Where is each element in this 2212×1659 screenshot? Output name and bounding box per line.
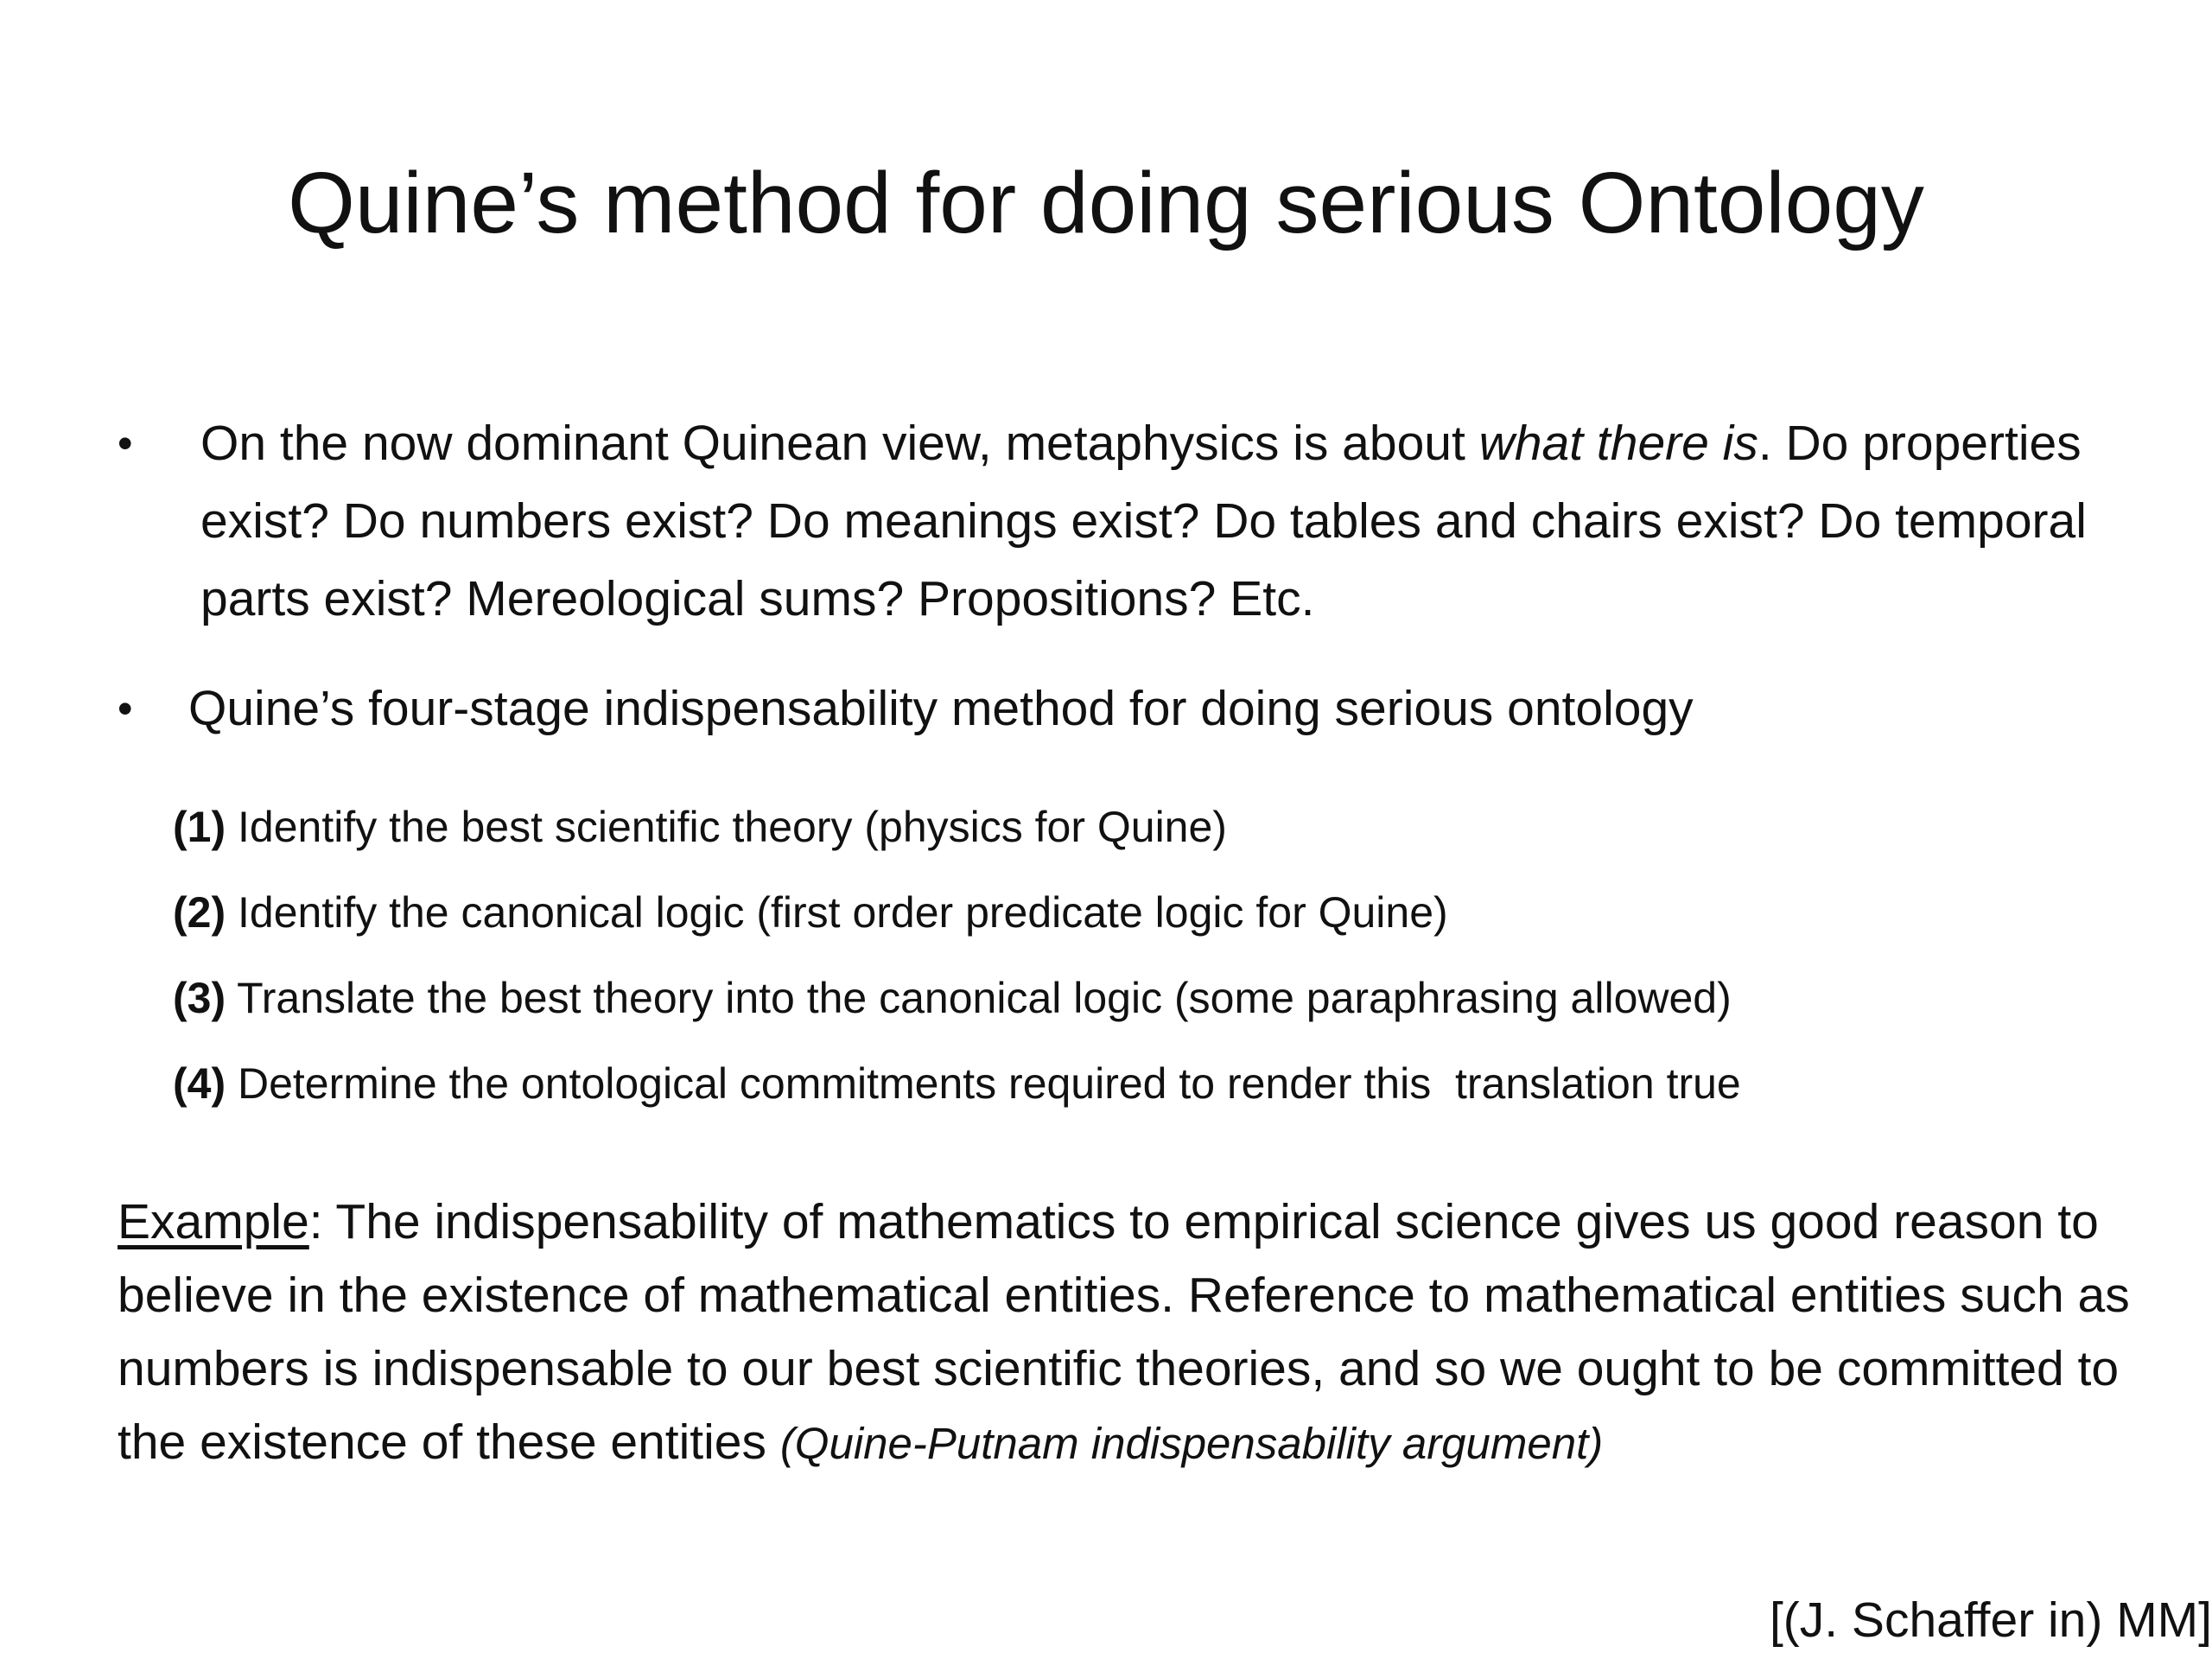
bullet-quinean-view: [118, 404, 2105, 638]
method-step: [173, 1045, 2074, 1130]
example-citation: (Quine-Putnam indispensability argument): [779, 1419, 1604, 1468]
method-step: [173, 788, 2074, 874]
step-text: Identify the canonical logic (first order predicate logic for Quine): [226, 888, 1448, 937]
bullet-marker: •: [118, 419, 133, 467]
step-number: (2): [173, 888, 226, 937]
step-text: Determine the ontological commitments required to render this translation true: [226, 1059, 1741, 1108]
step-number: (3): [173, 974, 226, 1022]
bullet-text: Quine’s four-stage indispensability method for doing serious ontology: [188, 681, 1694, 736]
step-text: Identify the best scientific theory (physics for Quine): [226, 803, 1227, 851]
bullet-text: [200, 404, 2101, 638]
example-paragraph: [118, 1185, 2131, 1480]
bullet-text-end: . Do properties exist? Do numbers exist? Do meanings exist? Do tables and chairs exist? Do temporal parts exist? Mereological sums? Propositions? Etc.: [200, 416, 2087, 626]
example-label: Example: [118, 1194, 309, 1249]
step-number: (4): [173, 1059, 226, 1108]
bullet-text-start: On the now dominant Quinean view, metaphysics is about: [200, 416, 1479, 471]
step-text: Translate the best theory into the canonical logic (some paraphrasing allowed): [226, 974, 1732, 1022]
slide-title: Quine’s method for doing serious Ontology: [288, 155, 1924, 251]
step-number: (1): [173, 803, 226, 851]
method-step: [173, 959, 2074, 1045]
example-text: : The indispensability of mathematics to empirical science gives us good reason to believe in the existence of mathematical entities. Reference to mathematical entities such as numbers is indispensable to our best scientific theories, and so we ought to be committed to the existence of these entities: [118, 1194, 2130, 1470]
method-steps-list: [173, 788, 2074, 1130]
bullet-marker: •: [118, 684, 133, 733]
method-step: [173, 874, 2074, 959]
bullet-four-stage-method: [118, 670, 2105, 747]
bullet-text-italic: what there is: [1478, 416, 1758, 471]
source-attribution: [(J. Schaffer in) MM]: [1769, 1592, 2212, 1648]
